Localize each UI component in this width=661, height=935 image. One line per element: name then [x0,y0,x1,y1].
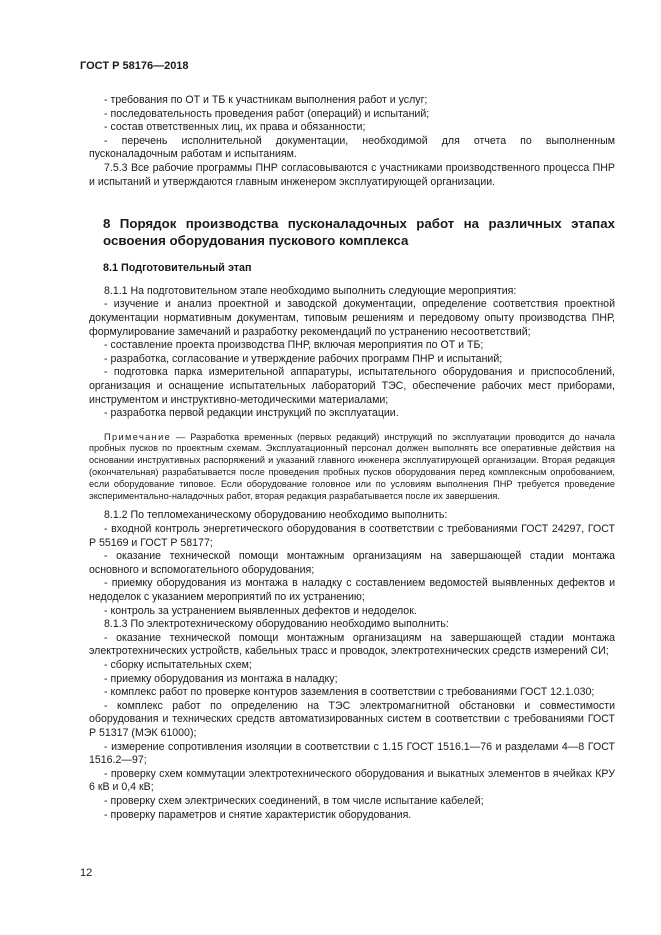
list-item: - комплекс работ по определению на ТЭС электромагнитной обстановки и совместимости оборудования и технических средств автоматизированных систем в соответствии с требованиями ГОСТ Р 51317 (МЭК 61000); [89,699,615,739]
page-number: 12 [80,867,93,879]
clause-8-1-2: 8.1.2 По тепломеханическому оборудованию необходимо выполнить: [104,509,448,522]
list-item: - разработка, согласование и утверждение рабочих программ ПНР и испытаний; [104,352,503,365]
list-item: - приемку оборудования из монтажа в наладку с составлением ведомостей выявленных дефектов и недоделок с указанием мероприятий по их устранению; [89,577,615,604]
list-item: - оказание технической помощи монтажным организациям на завершающей стадии монтажа основного и вспомогательного оборудования; [89,550,615,576]
note-label: Примечание [104,431,172,442]
list-item: - проверку параметров и снятие характеристик оборудования. [104,808,412,821]
clause-8-1-1: 8.1.1 На подготовительном этапе необходимо выполнить следующие мероприятия: [104,284,517,297]
list-item: - составление проекта производства ПНР, включая мероприятия по ОТ и ТБ; [104,339,484,352]
list-item: - контроль за устранением выявленных дефектов и недоделок. [104,604,417,617]
page-body [89,94,615,822]
list-item: - перечень исполнительной документации, необходимой для отчета по выполненным пусконаладочным работам и испытаниям. [89,134,615,161]
standard-header: ГОСТ Р 58176—2018 [80,60,189,72]
list-item: - последовательность проведения работ (операций) и испытаний; [104,107,430,120]
list-item: - приемку оборудования из монтажа в наладку; [104,672,338,685]
list-item: - подготовка парка измерительной аппаратуры, испытательного оборудования и приспособлений, организация и оснащение испытательных лабораторий ТЭС, обеспечение рабочих мест приборами, инструментом и инструктивно-методическими материалами; [89,366,615,406]
subsection-title: 8.1 Подготовительный этап [103,262,252,275]
list-item: - изучение и анализ проектной и заводской документации, определение соответствия проектной документации нормативным документам, типовым решениям и передовому опыту производства ПНР, формулирование замечаний и разработку рекомендаций по устранению несоответствий; [89,298,615,338]
list-item: - комплекс работ по проверке контуров заземления в соответствии с требованиями ГОСТ 12.1.030; [104,686,595,699]
list-item: - требования по ОТ и ТБ к участникам выполнения работ и услуг; [104,94,428,106]
clause-8-1-3: 8.1.3 По электротехническому оборудованию необходимо выполнить: [104,618,449,631]
note-paragraph [89,432,615,503]
list-item: - состав ответственных лиц, их права и обязанности; [104,121,366,134]
clause-7-5-3: 7.5.3 Все рабочие программы ПНР согласовываются с участниками производственного процесса ПНР и испытаний и утверждаются главным инженером эксплуатирующей организации. [89,161,615,188]
list-item: - разработка первой редакции инструкций по эксплуатации. [104,407,399,420]
list-item: - проверку схем коммутации электротехнического оборудования и выкатных элементов в ячейках КРУ 6 кВ и 0,4 кВ; [89,767,615,794]
list-item: - проверку схем электрических соединений, в том числе испытание кабелей; [104,794,484,807]
list-item: - измерение сопротивления изоляции в соответствии с 1.15 ГОСТ 1516.1—76 и разделами 4—8 ГОСТ 1516.2—97; [89,740,615,767]
section-title: 8 Порядок производства пусконаладочных работ на различных этапах освоения оборудования пускового комплекса [103,216,615,249]
list-item: - входной контроль энергетического оборудования в соответствии с требованиями ГОСТ 24297, ГОСТ Р 55169 и ГОСТ Р 58177; [89,523,615,549]
list-item: - оказание технической помощи монтажным организациям на завершающей стадии монтажа электротехнических устройств, кабельных трасс и проводок, электротехнических средств измерений СИ; [89,631,615,658]
note-text: — Разработка временных (первых редакций) инструкций по эксплуатации проводится до начала пробных пусков по проектным схемам. Эксплуатационный персонал должен выполнять все оперативные действия на основании инструктивных распоряжений и указаний главного инженера эксплуатирующей организации. Вторая редакция (окончательная) разрабатывается после проведения пробных пусков оборудования перед комплексным опробованием, если оборудование типовое. Если оборудование головное или по условиям выполнения ПНР требуется проведение экспериментально-наладочных работ, вторая редакция разрабатывается после их завершения. [89,431,615,501]
list-item: - сборку испытательных схем; [104,659,252,671]
